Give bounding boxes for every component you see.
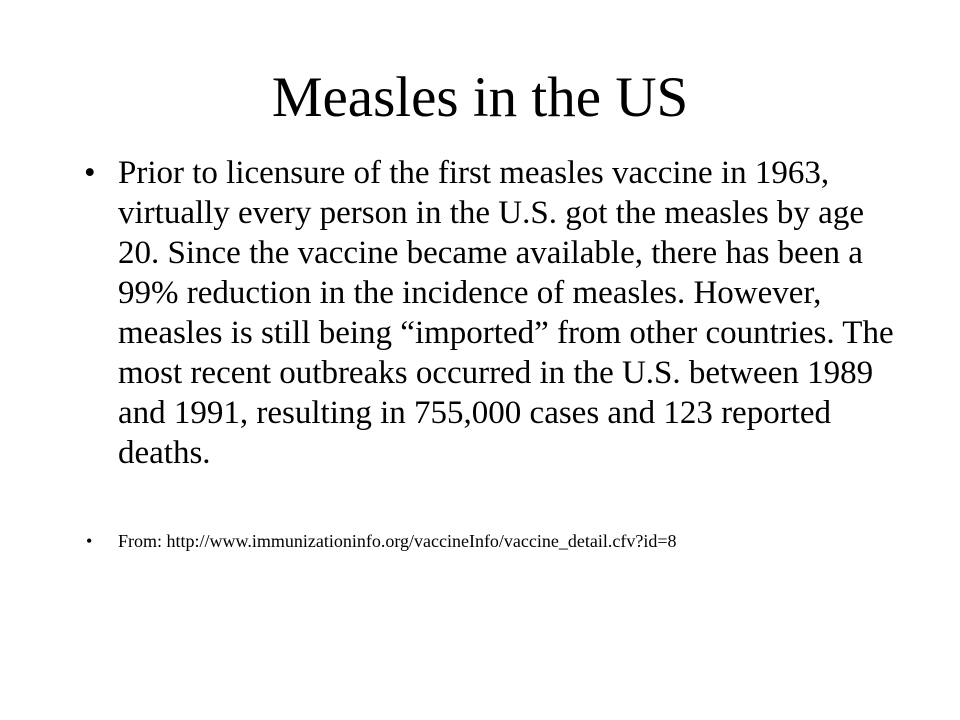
slide-title: Measles in the US bbox=[271, 66, 689, 129]
bullet-dot-icon: • bbox=[86, 531, 93, 551]
bullet-item-main bbox=[84, 153, 904, 473]
bullet-list bbox=[84, 153, 904, 553]
bullet-dot-icon: • bbox=[84, 155, 96, 191]
source-citation: From: http://www.immunizationinfo.org/vaccineInfo/vaccine_detail.cfv?id=8 bbox=[118, 531, 677, 551]
bullet-text-main: Prior to licensure of the first measles vaccine in 1963, virtually every person in the U.S. got the measles by age 20. Since the vaccine became available, there has been a 99% reduction in the incidence of measles. However, measles is still being “imported” from other countries. The most recent outbreaks occurred in the U.S. between 1989 and 1991, resulting in 755,000 cases and 123 reported deaths. bbox=[118, 155, 894, 471]
bullet-item-source bbox=[84, 529, 904, 553]
